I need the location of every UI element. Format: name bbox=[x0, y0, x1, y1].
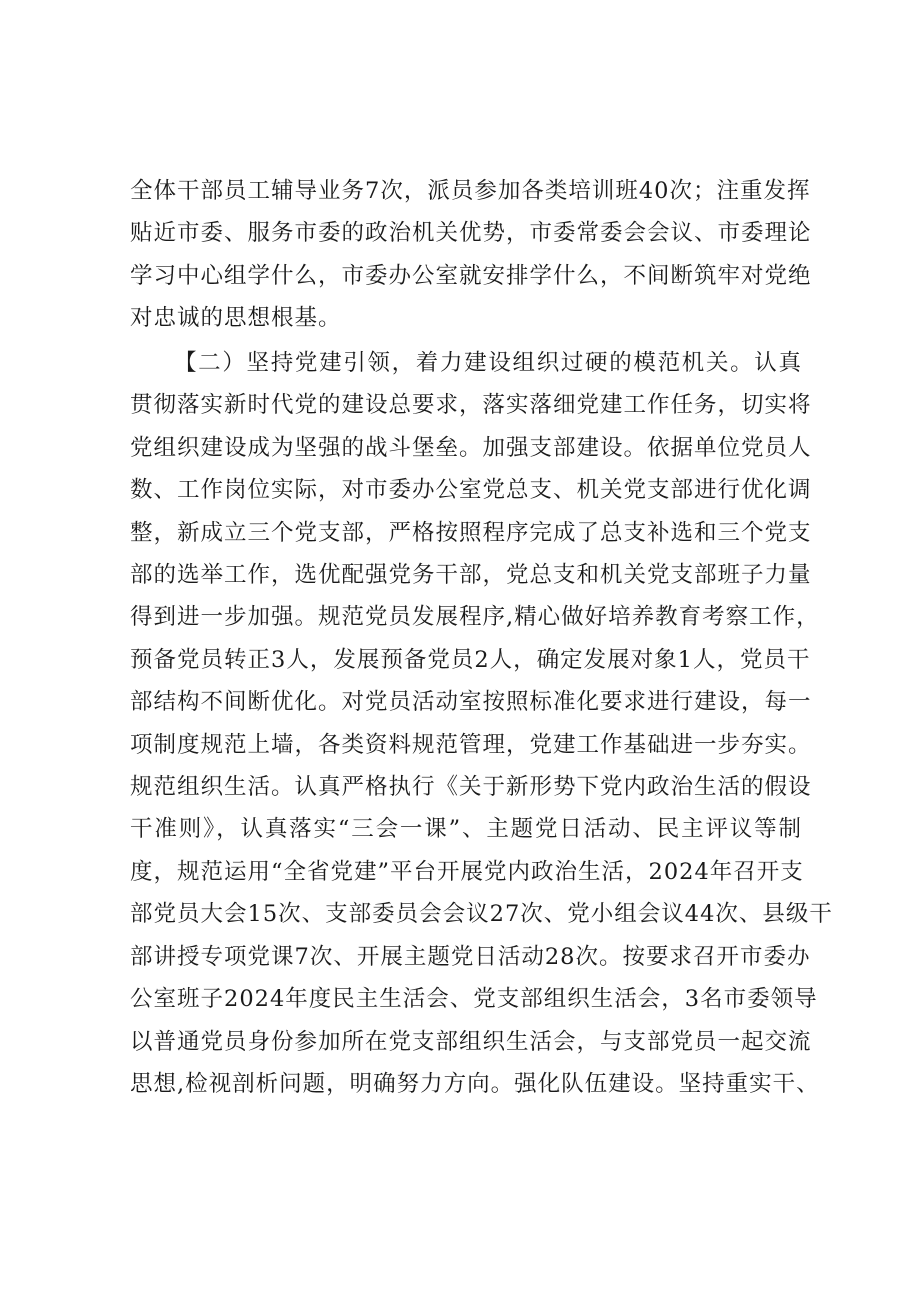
text-line: 思想,检视剖析问题，明确努力方向。强化队伍建设。坚持重实干、 bbox=[130, 1070, 820, 1097]
text-line: 整，新成立三个党支部，严格按照程序完成了总支补选和三个党支 bbox=[130, 519, 812, 546]
text-line: 以普通党员身份参加所在党支部组织生活会，与支部党员一起交流 bbox=[130, 1028, 812, 1055]
text-line: 得到进一步加强。规范党员发展程序,精心做好培养教育考察工作， bbox=[130, 604, 820, 631]
text-line: 预备党员转正3人，发展预备党员2人，确定发展对象1人，党员干 bbox=[130, 646, 811, 673]
text-line: 对忠诚的思想根基。 bbox=[130, 305, 342, 332]
text-line: 干准则》，认真落实“三会一课”、主题党日活动、民主评议等制 bbox=[130, 816, 802, 843]
text-line: 规范组织生活。认真严格执行《关于新形势下党内政治生活的假设 bbox=[130, 774, 812, 801]
text-line: 部讲授专项党课7次、开展主题党日活动28次。按要求召开市委办 bbox=[130, 943, 811, 970]
text-line: 部的选举工作，选优配强党务干部，党总支和机关党支部班子力量 bbox=[130, 562, 812, 589]
paragraph-2 bbox=[130, 342, 833, 1105]
text-line: 数、工作岗位实际，对市委办公室党总支、机关党支部进行优化调 bbox=[130, 477, 812, 504]
text-line: 贯彻落实新时代党的建设总要求，落实落细党建工作任务，切实将 bbox=[130, 392, 812, 419]
section-heading-line: 【二）坚持党建引领，着力建设组织过硬的模范机关。认真 bbox=[174, 350, 802, 376]
text-line: 学习中心组学什么，市委办公室就安排学什么，不间断筑牢对党绝 bbox=[130, 262, 812, 289]
text-line: 党组织建设成为坚强的战斗堡垒。加强支部建设。依据单位党员人 bbox=[130, 434, 812, 461]
text-line: 贴近市委、服务市委的政治机关优势，市委常委会会议、市委理论 bbox=[130, 220, 812, 247]
text-line: 公室班子2024年度民主生活会、党支部组织生活会，3名市委领导 bbox=[130, 986, 818, 1013]
text-line: 全体干部员工辅导业务7次，派员参加各类培训班40次；注重发挥 bbox=[130, 178, 811, 204]
text-line: 项制度规范上墙，各类资料规范管理，党建工作基础进一步夯实。 bbox=[130, 731, 812, 758]
text-line: 部结构不间断优化。对党员活动室按照标准化要求进行建设，每一 bbox=[130, 689, 812, 716]
text-line: 部党员大会15次、支部委员会会议27次、党小组会议44次、县级干 bbox=[130, 901, 833, 928]
paragraph-1 bbox=[130, 170, 812, 340]
text-line: 度，规范运用“全省党建”平台开展党内政治生活，2024年召开支 bbox=[130, 858, 804, 885]
